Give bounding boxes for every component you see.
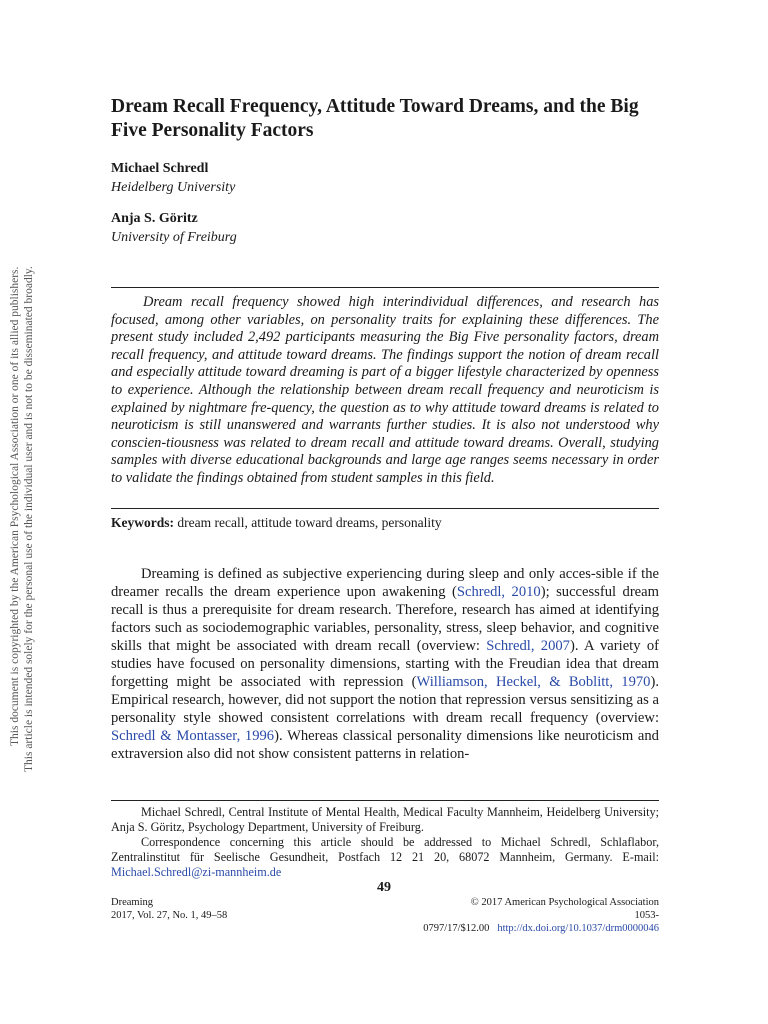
author-block bbox=[111, 209, 237, 247]
citation-link[interactable]: Williamson, Heckel, & Boblitt, 1970 bbox=[416, 674, 651, 690]
page-number: 49 bbox=[377, 880, 391, 895]
body-text: ). Empirical research, however, did not support the notion that repression versus sensitizing as a personality style showed consistent correlations with dream recall frequency (overview: bbox=[111, 674, 659, 726]
correspondence-text: Correspondence concerning this article should be addressed to Michael Schredl, Schlaflabor, Zentralinstitut für Seelische Gesundheit, Postfach 12 21 20, 68072 Mannheim, Germany. E-mail: bbox=[111, 835, 659, 864]
author-affiliation: Heidelberg University bbox=[111, 180, 236, 195]
article-title: Dream Recall Frequency, Attitude Toward Dreams, and the Big Five Personality Factors bbox=[111, 96, 639, 141]
footnote-rule bbox=[111, 800, 659, 801]
author-block bbox=[111, 159, 235, 197]
footnote bbox=[111, 805, 659, 880]
citation-link[interactable]: Schredl, 2010 bbox=[456, 584, 541, 600]
citation-link[interactable]: Schredl, 2007 bbox=[486, 638, 570, 654]
copyright-notice-line-1: This document is copyrighted by the American Psychological Association or one of its allied publishers. bbox=[9, 266, 21, 746]
journal-volume: 2017, Vol. 27, No. 1, 49–58 bbox=[111, 910, 228, 921]
issn: 1053-0797/17/$12.00 bbox=[423, 910, 659, 934]
citation-link[interactable]: Schredl & Montasser, 1996 bbox=[111, 728, 275, 744]
keywords-label: Keywords: bbox=[111, 515, 174, 530]
author-name: Anja S. Göritz bbox=[111, 211, 198, 226]
journal-name: Dreaming bbox=[111, 897, 153, 908]
body-text: ). Whereas classical personality dimensions like neuroticism and extraversion also did not show consistent patterns in relation- bbox=[111, 728, 659, 762]
author-name: Michael Schredl bbox=[111, 161, 209, 176]
keywords bbox=[111, 514, 659, 532]
issn-doi-line bbox=[400, 909, 659, 935]
body-text: ); successful dream recall is thus a prerequisite for dream research. Therefore, research has aimed at identifying factors such as sociodemographic variables, personality, stress, sleep behavior, and cognitive skills that might be associated with dream recall (overview: bbox=[111, 584, 659, 654]
keywords-list: dream recall, attitude toward dreams, personality bbox=[177, 515, 442, 530]
abstract-bottom-rule bbox=[111, 508, 659, 509]
copyright-line: © 2017 American Psychological Association bbox=[470, 897, 659, 908]
copyright-notice-line-2: This article is intended solely for the personal use of the individual user and is not to be disseminated broadly. bbox=[23, 266, 35, 772]
copyright-sidebar bbox=[0, 0, 50, 1024]
body-text: Dreaming is defined as subjective experiencing during sleep and only acces-sible if the dreamer recalls the dream experience upon awakening ( bbox=[111, 566, 659, 600]
body-paragraph bbox=[111, 565, 659, 763]
footnote-affiliations: Michael Schredl, Central Institute of Mental Health, Medical Faculty Mannheim, Heidelberg University; Anja S. Göritz, Psychology Department, University of Freiburg. bbox=[111, 805, 659, 834]
email-link[interactable]: Michael.Schredl@zi-mannheim.de bbox=[111, 865, 282, 879]
body-text: ). A variety of studies have focused on personality dimensions, starting with the Freudian idea that dream forgetting might be associated with repression ( bbox=[111, 638, 659, 690]
journal-info bbox=[111, 896, 227, 922]
abstract-top-rule bbox=[111, 287, 659, 288]
author-affiliation: University of Freiburg bbox=[111, 230, 237, 245]
doi-link[interactable]: http://dx.doi.org/10.1037/drm0000046 bbox=[497, 923, 659, 934]
footnote-correspondence bbox=[111, 835, 659, 880]
abstract: Dream recall frequency showed high interindividual differences, and research has focused, among other variables, on personality traits for explaining these differences. The present study included 2,492 participants measuring the Big Five personality factors, dream recall frequency, and attitude toward dreams. The findings support the notion of dream recall and especially attitude toward dreaming is part of a bigger lifestyle characterized by openness to experience. Although the relationship between dream recall frequency and neuroticism is explained by nightmare fre-quency, the question as to why attitude toward dreams is related to neuroticism is still unanswered and warrants further studies. It is also not understood why conscien-tiousness was related to dream recall and attitude toward dreams. Overall, studying samples with diverse educational backgrounds and large age ranges seems necessary in order to validate the findings obtained from student samples in this field. bbox=[111, 294, 659, 486]
publication-info bbox=[400, 896, 659, 935]
